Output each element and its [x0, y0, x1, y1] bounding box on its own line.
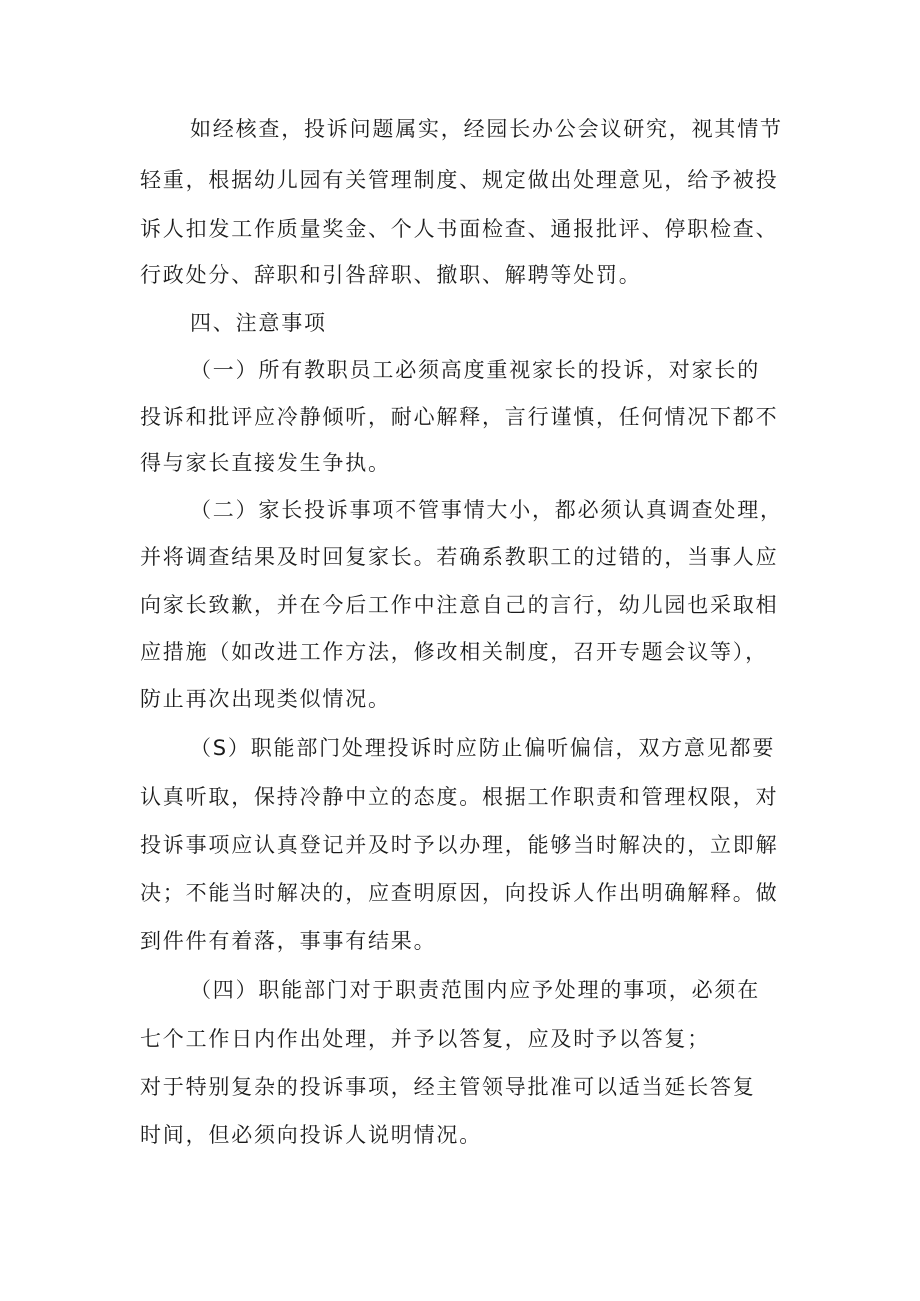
text-line-1: 如经核查，投诉问题属实，经园长办公会议研究，视其情节: [190, 117, 783, 141]
text-line-6: （一）所有教职员工必须高度重视家长的投诉，对家长的: [190, 358, 760, 382]
text-line-3: 诉人扣发工作质量奖金、个人书面检查、通报批评、停职检查、: [140, 217, 779, 241]
text-line-12: 应措施（如改进工作方法，修改相关制度，召开专题会议等），: [140, 640, 768, 664]
text-line-20: 七个工作日内作出处理，并予以答复，应及时予以答复；: [140, 1027, 710, 1051]
text-line-8: 得与家长直接发生争执。: [140, 451, 391, 475]
text-line-7: 投诉和批评应冷静倾听，耐心解释，言行谨慎，任何情况下都不: [140, 405, 779, 429]
text-line-9: （二）家长投诉事项不管事情大小，都必须认真调查处理，: [190, 498, 783, 522]
text-line-10: 并将调查结果及时回复家长。若确系教职工的过错的，当事人应: [140, 545, 779, 569]
text-line-2: 轻重，根据幼儿园有关管理制度、规定做出处理意见，给予被投: [140, 168, 779, 192]
text-line-15: 认真听取，保持冷静中立的态度。根据工作职责和管理权限，对: [140, 785, 779, 809]
text-line-21: 对于特别复杂的投诉事项，经主管领导批准可以适当延长答复: [140, 1075, 756, 1099]
text-line-22: 时间，但必须向投诉人说明情况。: [140, 1123, 482, 1147]
text-line-19: （四）职能部门对于职责范围内应予处理的事项，必须在: [190, 978, 760, 1002]
text-line-16: 投诉事项应认真登记并及时予以办理，能够当时解决的，立即解: [140, 833, 779, 857]
section-heading: 四、注意事项: [190, 311, 327, 335]
text-line-13: 防止再次出现类似情况。: [140, 687, 391, 711]
text-line-18: 到件件有着落，事事有结果。: [140, 929, 437, 953]
text-line-4: 行政处分、辞职和引咎辞职、撤职、解聘等处罚。: [140, 263, 642, 287]
text-line-14: （S）职能部门处理投诉时应防止偏听偏信，双方意见都要: [190, 736, 776, 760]
text-line-17: 决；不能当时解决的，应查明原因，向投诉人作出明确解释。做: [140, 881, 779, 905]
text-line-11: 向家长致歉，并在今后工作中注意自己的言行，幼儿园也采取相: [140, 593, 779, 617]
